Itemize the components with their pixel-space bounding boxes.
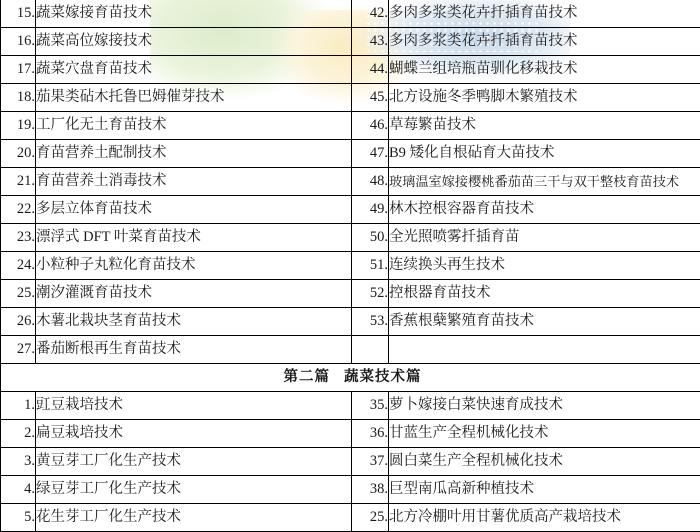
row-number-right: 48. — [352, 168, 389, 196]
row-number-right: 25. — [352, 504, 389, 532]
table-row — [1, 28, 700, 56]
table-row — [1, 112, 700, 140]
section-part-label: 第二篇 — [284, 369, 331, 386]
table-row — [1, 84, 700, 112]
table-row — [1, 196, 700, 224]
row-title-left: 木薯北栽块茎育苗技术 — [36, 308, 352, 336]
row-title-left: 小粒种子丸粒化育苗技术 — [36, 252, 352, 280]
row-title-right: 萝卜嫁接白菜快速育成技术 — [389, 392, 700, 420]
row-title-right: 香蕉根蘖繁殖育苗技术 — [389, 308, 700, 336]
toc-body-part-one — [1, 0, 700, 532]
row-number-right: 37. — [352, 448, 389, 476]
row-number-left: 1. — [1, 392, 36, 420]
row-title-left: 黄豆芽工厂化生产技术 — [36, 448, 352, 476]
row-title-left: 绿豆芽工厂化生产技术 — [36, 476, 352, 504]
row-number-left: 18. — [1, 84, 36, 112]
row-number-right: 49. — [352, 196, 389, 224]
row-number-left: 26. — [1, 308, 36, 336]
row-number-right: 46. — [352, 112, 389, 140]
row-title-right: 巨型南瓜高新种植技术 — [389, 476, 700, 504]
table-row — [1, 504, 700, 532]
table-row — [1, 0, 700, 28]
row-number-left: 24. — [1, 252, 36, 280]
row-number-right: 47. — [352, 140, 389, 168]
row-number-right: 50. — [352, 224, 389, 252]
row-title-right: 连续换头再生技术 — [389, 252, 700, 280]
row-title-right: 全光照喷雾扦插育苗 — [389, 224, 700, 252]
row-number-right: 38. — [352, 476, 389, 504]
row-number-left: 22. — [1, 196, 36, 224]
row-title-left: 茄果类砧木托鲁巴姆催芽技术 — [36, 84, 352, 112]
row-number-left: 15. — [1, 0, 36, 28]
row-number-right: 43. — [352, 28, 389, 56]
table-row — [1, 168, 700, 196]
section-title-label: 蔬菜技术篇 — [344, 369, 422, 386]
row-number-right: 44. — [352, 56, 389, 84]
row-number-left: 21. — [1, 168, 36, 196]
row-title-right: 草莓繁苗技术 — [389, 112, 700, 140]
row-title-left: 蔬菜高位嫁接技术 — [36, 28, 352, 56]
row-number-right: 51. — [352, 252, 389, 280]
row-title-left: 扁豆栽培技术 — [36, 420, 352, 448]
row-number-left: 19. — [1, 112, 36, 140]
row-title-right: 北方设施冬季鸭脚木繁殖技术 — [389, 84, 700, 112]
row-title-right: B9 矮化自根砧育大苗技术 — [389, 140, 700, 168]
row-number-left: 23. — [1, 224, 36, 252]
row-title-left: 蔬菜嫁接育苗技术 — [36, 0, 352, 28]
row-title-right: 玻璃温室嫁接樱桃番茄苗三干与双干整枝育苗技术 — [389, 168, 700, 196]
row-title-right: 蝴蝶兰组培瓶苗驯化移栽技术 — [389, 56, 700, 84]
row-number-right: 35. — [352, 392, 389, 420]
row-title-right: 甘蓝生产全程机械化技术 — [389, 420, 700, 448]
section-heading — [1, 364, 700, 392]
row-number-left: 3. — [1, 448, 36, 476]
table-row — [1, 308, 700, 336]
table-row — [1, 448, 700, 476]
table-row — [1, 336, 700, 364]
row-title-right: 多肉多浆类花卉扦插育苗技术 — [389, 28, 700, 56]
row-title-left: 花生芽工厂化生产技术 — [36, 504, 352, 532]
table-row — [1, 140, 700, 168]
table-row — [1, 392, 700, 420]
row-number-left: 27. — [1, 336, 36, 364]
row-number-left: 16. — [1, 28, 36, 56]
row-title-left: 育苗营养土配制技术 — [36, 140, 352, 168]
row-number-left: 4. — [1, 476, 36, 504]
row-title-right: 北方冷棚叶用甘薯优质高产栽培技术 — [389, 504, 700, 532]
row-title-right: 林木控根容器育苗技术 — [389, 196, 700, 224]
row-title-left: 番茄断根再生育苗技术 — [36, 336, 352, 364]
row-number-left: 2. — [1, 420, 36, 448]
table-row — [1, 476, 700, 504]
table-row — [1, 280, 700, 308]
row-number-left: 5. — [1, 504, 36, 532]
row-title-right: 控根器育苗技术 — [389, 280, 700, 308]
row-title-left: 漂浮式 DFT 叶菜育苗技术 — [36, 224, 352, 252]
row-title-left: 工厂化无土育苗技术 — [36, 112, 352, 140]
row-title-left: 蔬菜穴盘育苗技术 — [36, 56, 352, 84]
row-title-right: 圆白菜生产全程机械化技术 — [389, 448, 700, 476]
table-row — [1, 224, 700, 252]
row-title-left: 豇豆栽培技术 — [36, 392, 352, 420]
table-row — [1, 56, 700, 84]
row-number-right: 53. — [352, 308, 389, 336]
row-title-left: 育苗营养土消毒技术 — [36, 168, 352, 196]
row-number-left: 25. — [1, 280, 36, 308]
table-row — [1, 420, 700, 448]
row-number-right — [352, 336, 389, 364]
row-title-right — [389, 336, 700, 364]
section-heading-row — [1, 364, 700, 392]
row-title-left: 潮汐灌溉育苗技术 — [36, 280, 352, 308]
table-row — [1, 252, 700, 280]
row-number-right: 36. — [352, 420, 389, 448]
row-title-left: 多层立体育苗技术 — [36, 196, 352, 224]
row-number-right: 42. — [352, 0, 389, 28]
row-title-right: 多肉多浆类花卉扦插育苗技术 — [389, 0, 700, 28]
row-number-left: 20. — [1, 140, 36, 168]
row-number-right: 45. — [352, 84, 389, 112]
row-number-left: 17. — [1, 56, 36, 84]
row-number-right: 52. — [352, 280, 389, 308]
